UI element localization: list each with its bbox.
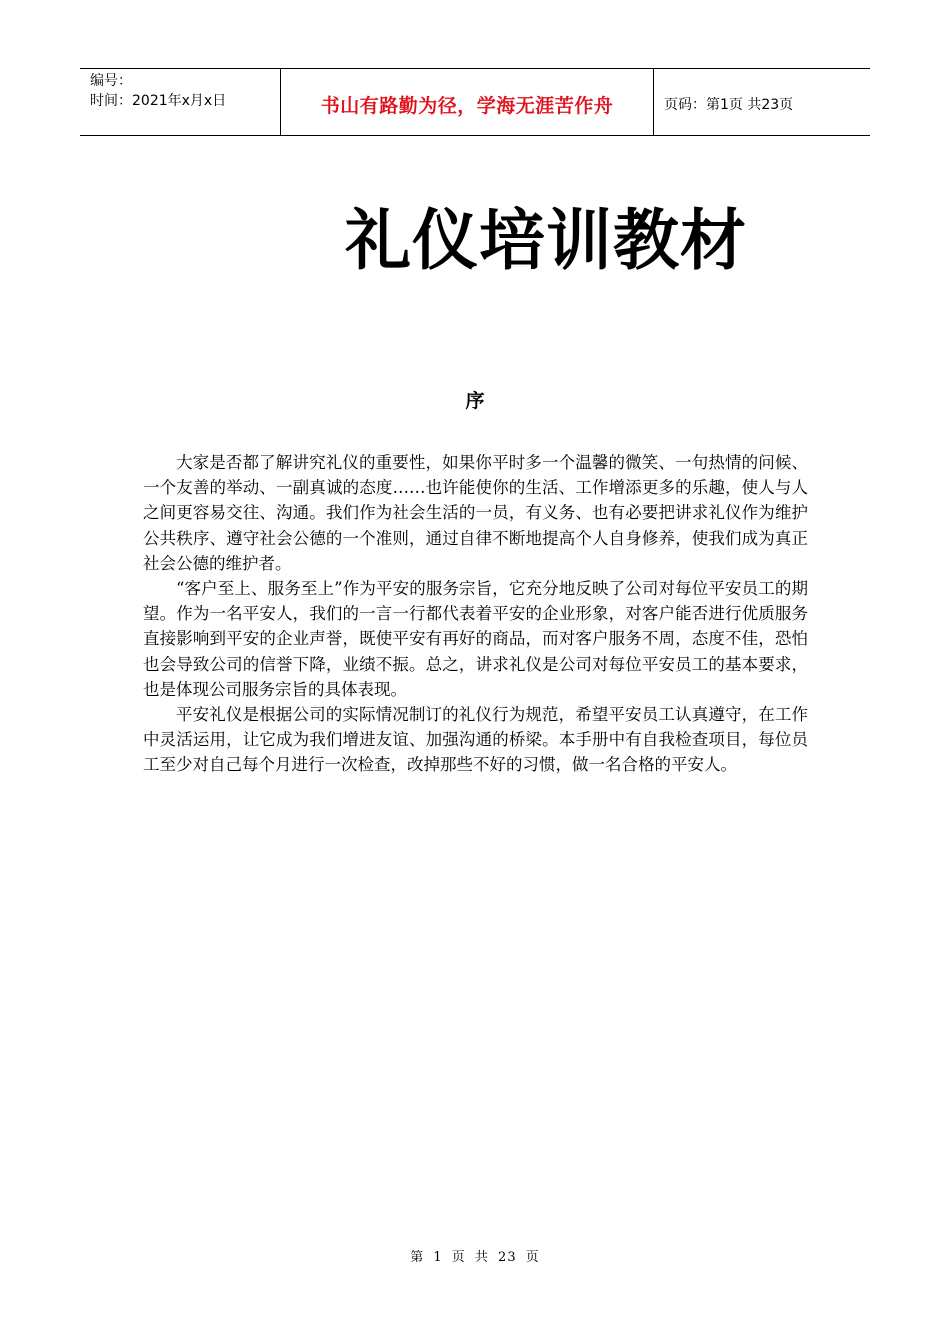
page-footer: 第 1 页 共 23 页: [410, 1250, 540, 1265]
header-motto: 书山有路勤为径，学海无涯苦作舟: [281, 69, 654, 135]
preface-body: [143, 450, 808, 778]
header-page-info: 页码：第1页 共23页: [664, 97, 794, 113]
document-number-label: 编号：: [90, 73, 132, 89]
paragraph: “客户至上、服务至上”作为平安的服务宗旨，它充分地反映了公司对每位平安员工的期望。作为一名平安人，我们的一言一行都代表着平安的企业形象，对客户能否进行优质服务直接影响到平安的企业声誉，既使平安有再好的商品，而对客户服务不周，态度不佳，恐怕也会导致公司的信誉下降，业绩不振。总之，讲求礼仪是公司对每位平安员工的基本要求，也是体现公司服务宗旨的具体表现。: [143, 579, 808, 699]
section-heading: 序: [465, 390, 485, 412]
document-title: 礼仪培训教材: [345, 202, 747, 279]
document-header-table: [80, 68, 870, 136]
header-meta-cell: [80, 69, 281, 135]
paragraph: 大家是否都了解讲究礼仪的重要性，如果你平时多一个温馨的微笑、一句热情的问候、一个友善的举动、一副真诚的态度……也许能使你的生活、工作增添更多的乐趣，使人与人之间更容易交往、沟通。我们作为社会生活的一员，有义务、也有必要把讲求礼仪作为维护公共秩序、遵守社会公德的一个准则，通过自律不断地提高个人自身修养，使我们成为真正社会公德的维护者。: [143, 453, 808, 573]
paragraph: 平安礼仪是根据公司的实际情况制订的礼仪行为规范，希望平安员工认真遵守，在工作中灵活运用，让它成为我们增进友谊、加强沟通的桥梁。本手册中有自我检查项目，每位员工至少对自己每个月进行一次检查，改掉那些不好的习惯，做一名合格的平安人。: [143, 705, 808, 775]
document-time-label: 时间：2021年x月x日: [90, 93, 227, 109]
